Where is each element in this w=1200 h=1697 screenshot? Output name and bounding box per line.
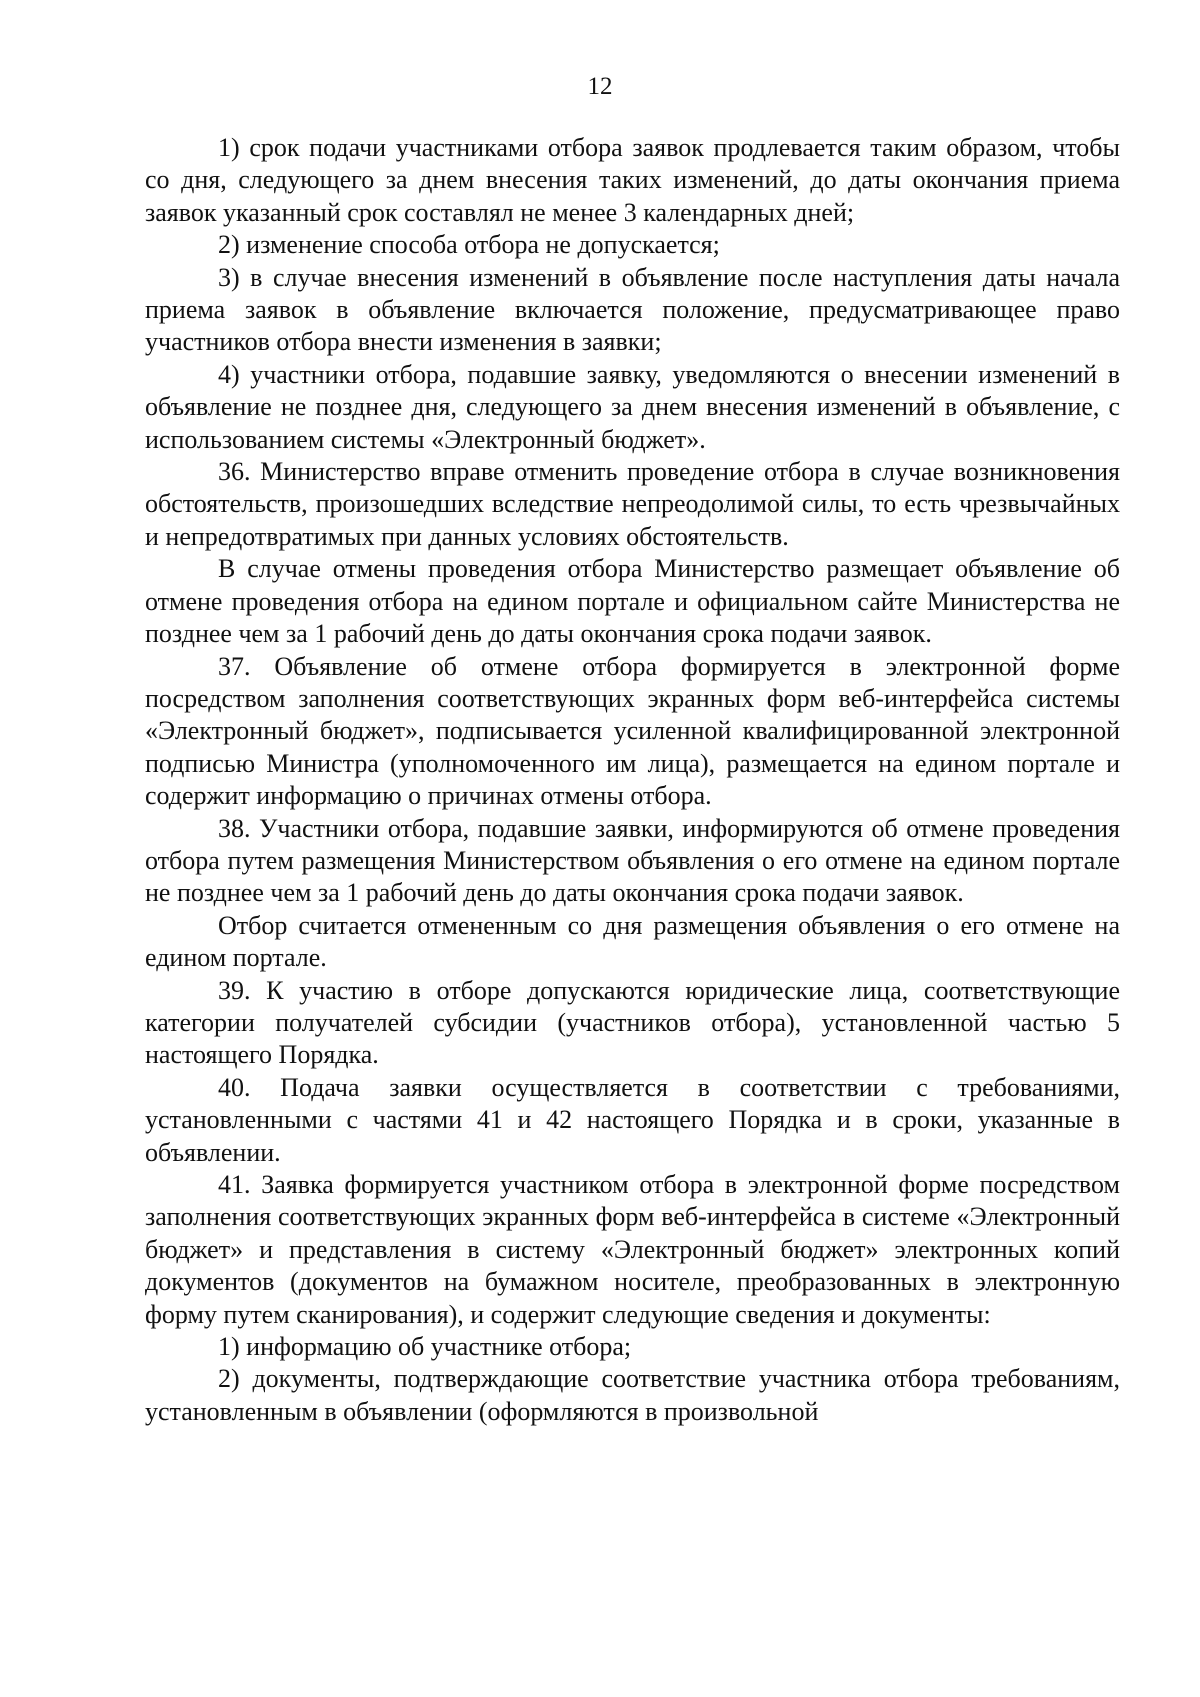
- page-number: 12: [587, 73, 613, 100]
- paragraph-36: 36. Министерство вправе отменить проведение отбора в случае возникновения обстоятельств, произошедших вследствие непреодолимой силы, то есть чрезвычайных и непредотвратимых при данных условиях обстоятельств.: [145, 457, 1120, 551]
- paragraph-36-cancel-announcement: В случае отмены проведения отбора Министерство размещает объявление об отмене проведения отбора на едином портале и официальном сайте Министерства не позднее чем за 1 рабочий день до даты окончания срока подачи заявок.: [145, 554, 1120, 649]
- document-body: [145, 132, 1120, 1428]
- paragraph-39: 39. К участию в отборе допускаются юридические лица, соответствующие категории получателей субсидии (участников отбора), установленной частью 5 настоящего Порядка.: [145, 975, 1120, 1070]
- paragraph-41: 41. Заявка формируется участником отбора в электронной форме посредством заполнения соответствующих экранных форм веб-интерфейса в системе «Электронный бюджет» и представления в систему «Электронный бюджет» электронных копий документов (документов на бумажном носителе, преобразованных в электронную форму путем сканирования), и содержит следующие сведения и документы:: [145, 1170, 1120, 1329]
- paragraph-deadline-extension: 1) срок подачи участниками отбора заявок продлевается таким образом, чтобы со дня, следующего за днем внесения таких изменений, до даты окончания приема заявок указанный срок составлял не менее 3 календарных дней;: [145, 133, 1120, 227]
- paragraph-41-item-1: 1) информацию об участнике отбора;: [218, 1332, 632, 1362]
- paragraph-change-after-start: 3) в случае внесения изменений в объявление после наступления даты начала приема заявок в объявление включается положение, предусматривающее право участников отбора внести изменения в заявки;: [145, 262, 1120, 357]
- paragraph-notification: 4) участники отбора, подавшие заявку, уведомляются о внесении изменений в объявление не позднее дня, следующего за днем внесения изменений в объявление, с использованием системы «Электронный бюджет».: [145, 359, 1120, 454]
- paragraph-40: 40. Подача заявки осуществляется в соответствии с требованиями, установленными с частями 41 и 42 настоящего Порядка и в сроки, указанные в объявлении.: [145, 1072, 1120, 1167]
- paragraph-38: 38. Участники отбора, подавшие заявки, информируются об отмене проведения отбора путем размещения Министерством объявления о его отмене на едином портале не позднее чем за 1 рабочий день до даты окончания срока подачи заявок.: [145, 813, 1120, 908]
- paragraph-38-cancelled: Отбор считается отмененным со дня размещения объявления о его отмене на едином портале.: [145, 910, 1120, 973]
- paragraph-method-change: 2) изменение способа отбора не допускается;: [218, 230, 720, 260]
- paragraph-37: 37. Объявление об отмене отбора формируется в электронной форме посредством заполнения соответствующих экранных форм веб-интерфейса системы «Электронный бюджет», подписывается усиленной квалифицированной электронной подписью Министра (уполномоченного им лица), размещается на едином портале и содержит информацию о причинах отмены отбора.: [145, 651, 1120, 811]
- paragraph-41-item-2: 2) документы, подтверждающие соответствие участника отбора требованиям, установленным в объявлении (оформляются в произвольной: [145, 1364, 1120, 1426]
